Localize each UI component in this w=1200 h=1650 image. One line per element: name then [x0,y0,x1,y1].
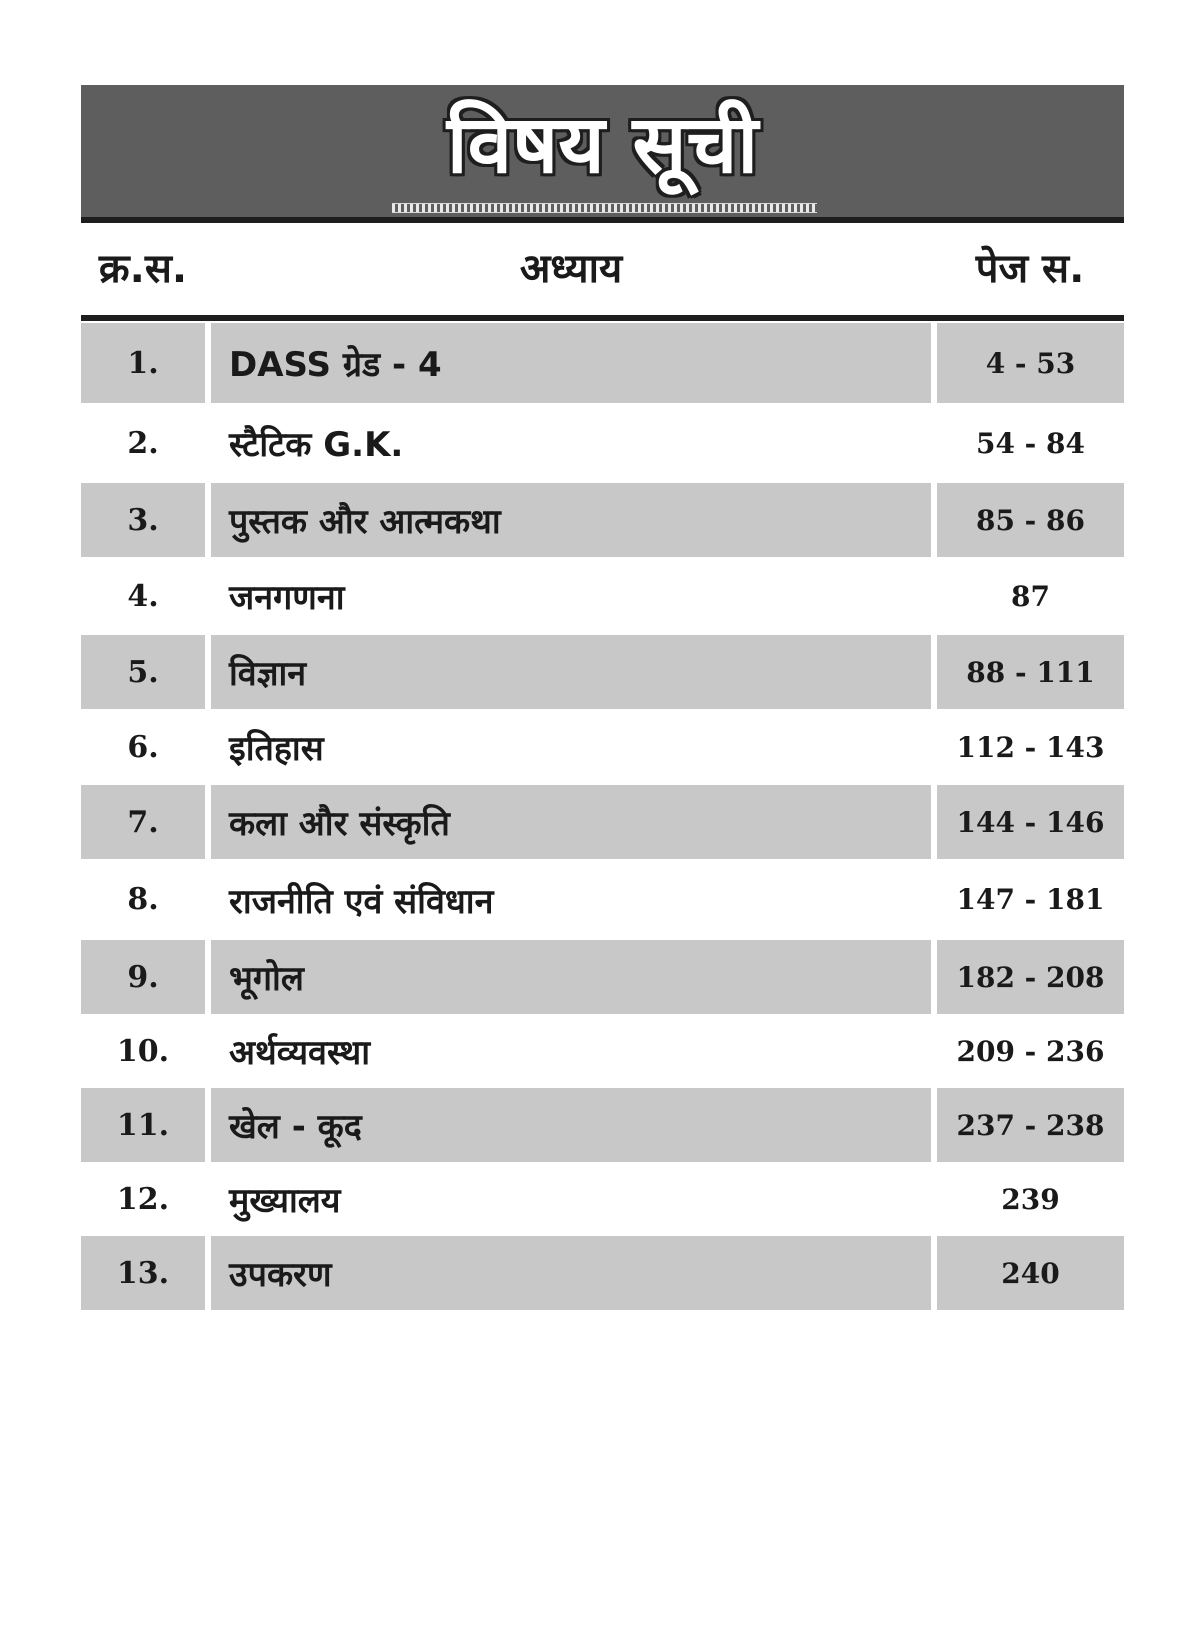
row-chapter: DASS ग्रेड - 4 [211,323,931,403]
table-row [81,1234,1124,1312]
table-row [81,1086,1124,1164]
title-ornament [392,203,817,213]
row-pages: 144 - 146 [937,785,1124,859]
row-serial: 11. [81,1088,205,1162]
row-serial: 1. [81,323,205,403]
header-page: पेज स. [975,246,1085,292]
row-pages: 239 [1001,1182,1060,1216]
table-row [81,481,1124,559]
row-serial: 5. [81,635,205,709]
row-chapter: कला और संस्कृति [211,785,931,859]
table-row [81,1164,1124,1234]
row-chapter: जनगणना [229,578,345,618]
row-pages: 87 [1011,579,1050,613]
row-chapter: स्टैटिक G.K. [229,425,404,465]
table-row [81,559,1124,633]
row-serial: 12. [116,1181,170,1217]
row-serial: 4. [127,578,159,614]
table-row [81,405,1124,481]
table-row [81,938,1124,1016]
row-serial: 10. [116,1033,170,1069]
row-chapter: राजनीति एवं संविधान [229,881,494,922]
row-pages: 147 - 181 [956,883,1105,916]
row-serial: 6. [127,729,159,765]
page-title: विषय सूची [446,98,759,191]
row-serial: 2. [127,425,159,461]
row-chapter: अर्थव्यवस्था [229,1033,371,1073]
table-row [81,633,1124,711]
row-pages: 88 - 111 [937,635,1124,709]
row-chapter: खेल - कूद [211,1088,931,1162]
table-row [81,321,1124,405]
table-row [81,861,1124,938]
row-chapter: उपकरण [211,1236,931,1310]
row-serial: 8. [127,882,159,917]
row-serial: 7. [81,785,205,859]
header-serial: क्र.स. [98,246,188,292]
toc-table-body [81,321,1124,1312]
row-pages: 4 - 53 [937,323,1124,403]
row-pages: 112 - 143 [956,730,1105,764]
table-row [81,1016,1124,1086]
row-serial: 13. [81,1236,205,1310]
row-chapter: विज्ञान [211,635,931,709]
row-serial: 9. [81,940,205,1014]
row-chapter: पुस्तक और आत्मकथा [211,483,931,557]
table-row [81,711,1124,783]
row-serial: 3. [81,483,205,557]
row-chapter: इतिहास [229,729,324,769]
row-pages: 85 - 86 [937,483,1124,557]
row-pages: 237 - 238 [937,1088,1124,1162]
row-chapter: भूगोल [211,940,931,1014]
table-row [81,783,1124,861]
row-pages: 240 [937,1236,1124,1310]
header-chapter: अध्याय [519,246,623,292]
row-pages: 209 - 236 [956,1034,1105,1068]
row-pages: 182 - 208 [937,940,1124,1014]
row-pages: 54 - 84 [975,426,1086,460]
table-header [81,229,1124,321]
row-chapter: मुख्यालय [229,1181,341,1221]
